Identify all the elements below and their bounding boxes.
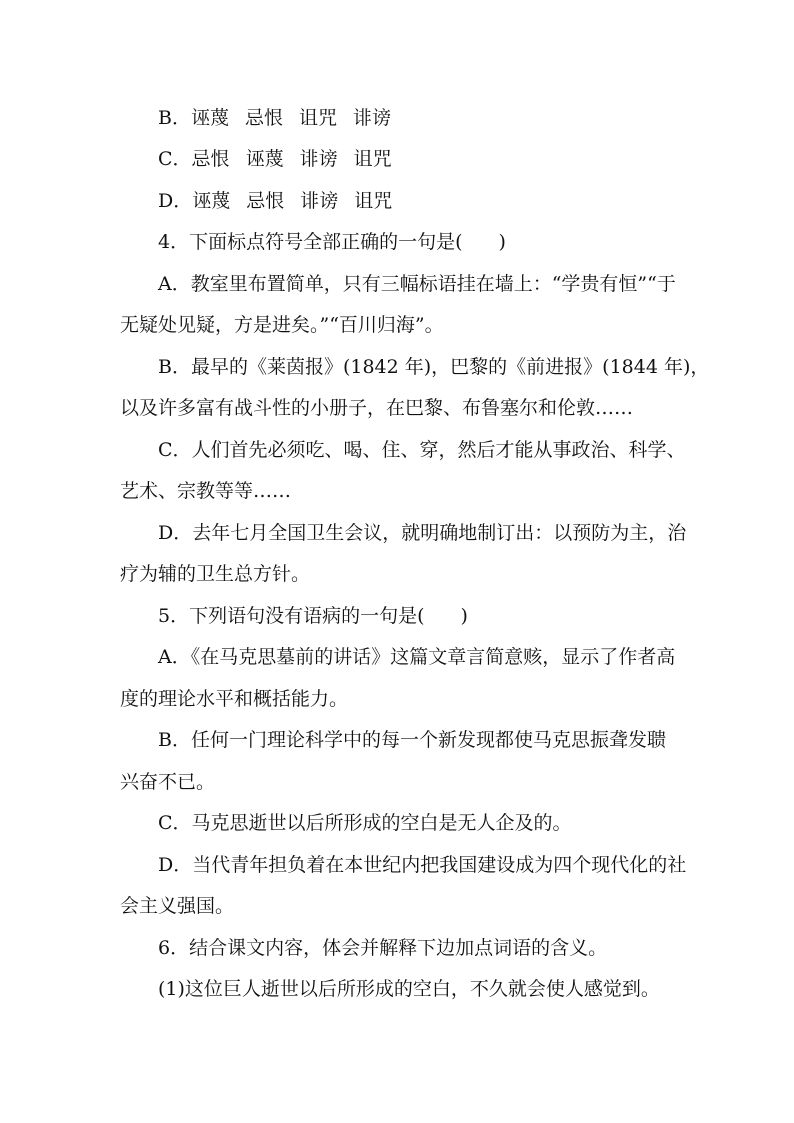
q4-option-c-line2: 艺术、宗教等等…… bbox=[120, 480, 292, 502]
q4-option-a-line2: 无疑处见疑，方是进矣。”“百川归海”。 bbox=[120, 314, 444, 336]
q3-option-d bbox=[158, 189, 392, 213]
option-word: 诅咒 bbox=[353, 148, 392, 170]
q4-option-d-line2: 疗为辅的卫生总方针。 bbox=[120, 563, 311, 585]
option-word: 诬蔑 bbox=[190, 107, 229, 129]
q4-option-b-line1: B．最早的《莱茵报》(1842 年)，巴黎的《前进报》(1844 年)， bbox=[158, 356, 710, 378]
q5-option-d-line2: 会主义强国。 bbox=[120, 895, 235, 917]
q3-option-c bbox=[158, 147, 392, 171]
q6-subquestion-1: (1)这位巨人逝世以后所形成的空白，不久就会使人感觉到。 bbox=[158, 978, 660, 1000]
q5-option-a-line1: A．《在马克思墓前的讲话》这篇文章言简意赅，显示了作者高 bbox=[158, 646, 676, 668]
option-word: 忌恨 bbox=[246, 190, 285, 212]
q3-option-b bbox=[158, 106, 391, 130]
answer-paren-close: ) bbox=[498, 231, 506, 253]
q5-option-d-line1: D．当代青年担负着在本世纪内把我国建设成为四个现代化的社 bbox=[158, 854, 687, 876]
answer-paren-close: ) bbox=[460, 605, 468, 627]
option-word: 诅咒 bbox=[299, 107, 338, 129]
q4-stem bbox=[158, 230, 506, 254]
option-word: 忌恨 bbox=[244, 107, 283, 129]
question-text: 5．下列语句没有语病的一句是( bbox=[158, 605, 425, 627]
q5-option-b-line1: B．任何一门理论科学中的每一个新发现都使马克思振聋发聩 bbox=[158, 729, 666, 751]
q5-option-b-line2: 兴奋不已。 bbox=[120, 771, 216, 793]
q5-option-a-line2: 度的理论水平和概括能力。 bbox=[120, 688, 349, 710]
option-word: 忌恨 bbox=[191, 148, 230, 170]
option-word: 诬蔑 bbox=[245, 148, 284, 170]
question-text: 4．下面标点符号全部正确的一句是( bbox=[158, 231, 463, 253]
option-letter: B． bbox=[158, 107, 191, 129]
q4-option-c-line1: C．人们首先必须吃、喝、住、穿，然后才能从事政治、科学、 bbox=[158, 439, 686, 461]
q4-option-a-line1: A．教室里布置简单，只有三幅标语挂在墙上：“学贵有恒”“于 bbox=[158, 273, 676, 295]
option-word: 诽谤 bbox=[353, 107, 392, 129]
q5-stem bbox=[158, 604, 468, 628]
option-letter: C． bbox=[158, 148, 192, 170]
option-word: 诽谤 bbox=[300, 190, 339, 212]
q4-option-b-line2: 以及许多富有战斗性的小册子，在巴黎、布鲁塞尔和伦敦…… bbox=[120, 397, 634, 419]
q4-option-d-line1: D．去年七月全国卫生会议，就明确地制订出：以预防为主，治 bbox=[158, 522, 687, 544]
option-word: 诅咒 bbox=[354, 190, 393, 212]
option-letter: D． bbox=[158, 190, 193, 212]
option-word: 诬蔑 bbox=[192, 190, 231, 212]
q6-stem: 6．结合课文内容，体会并解释下边加点词语的含义。 bbox=[158, 937, 608, 959]
option-word: 诽谤 bbox=[299, 148, 338, 170]
q5-option-c-line1: C．马克思逝世以后所形成的空白是无人企及的。 bbox=[158, 812, 572, 834]
